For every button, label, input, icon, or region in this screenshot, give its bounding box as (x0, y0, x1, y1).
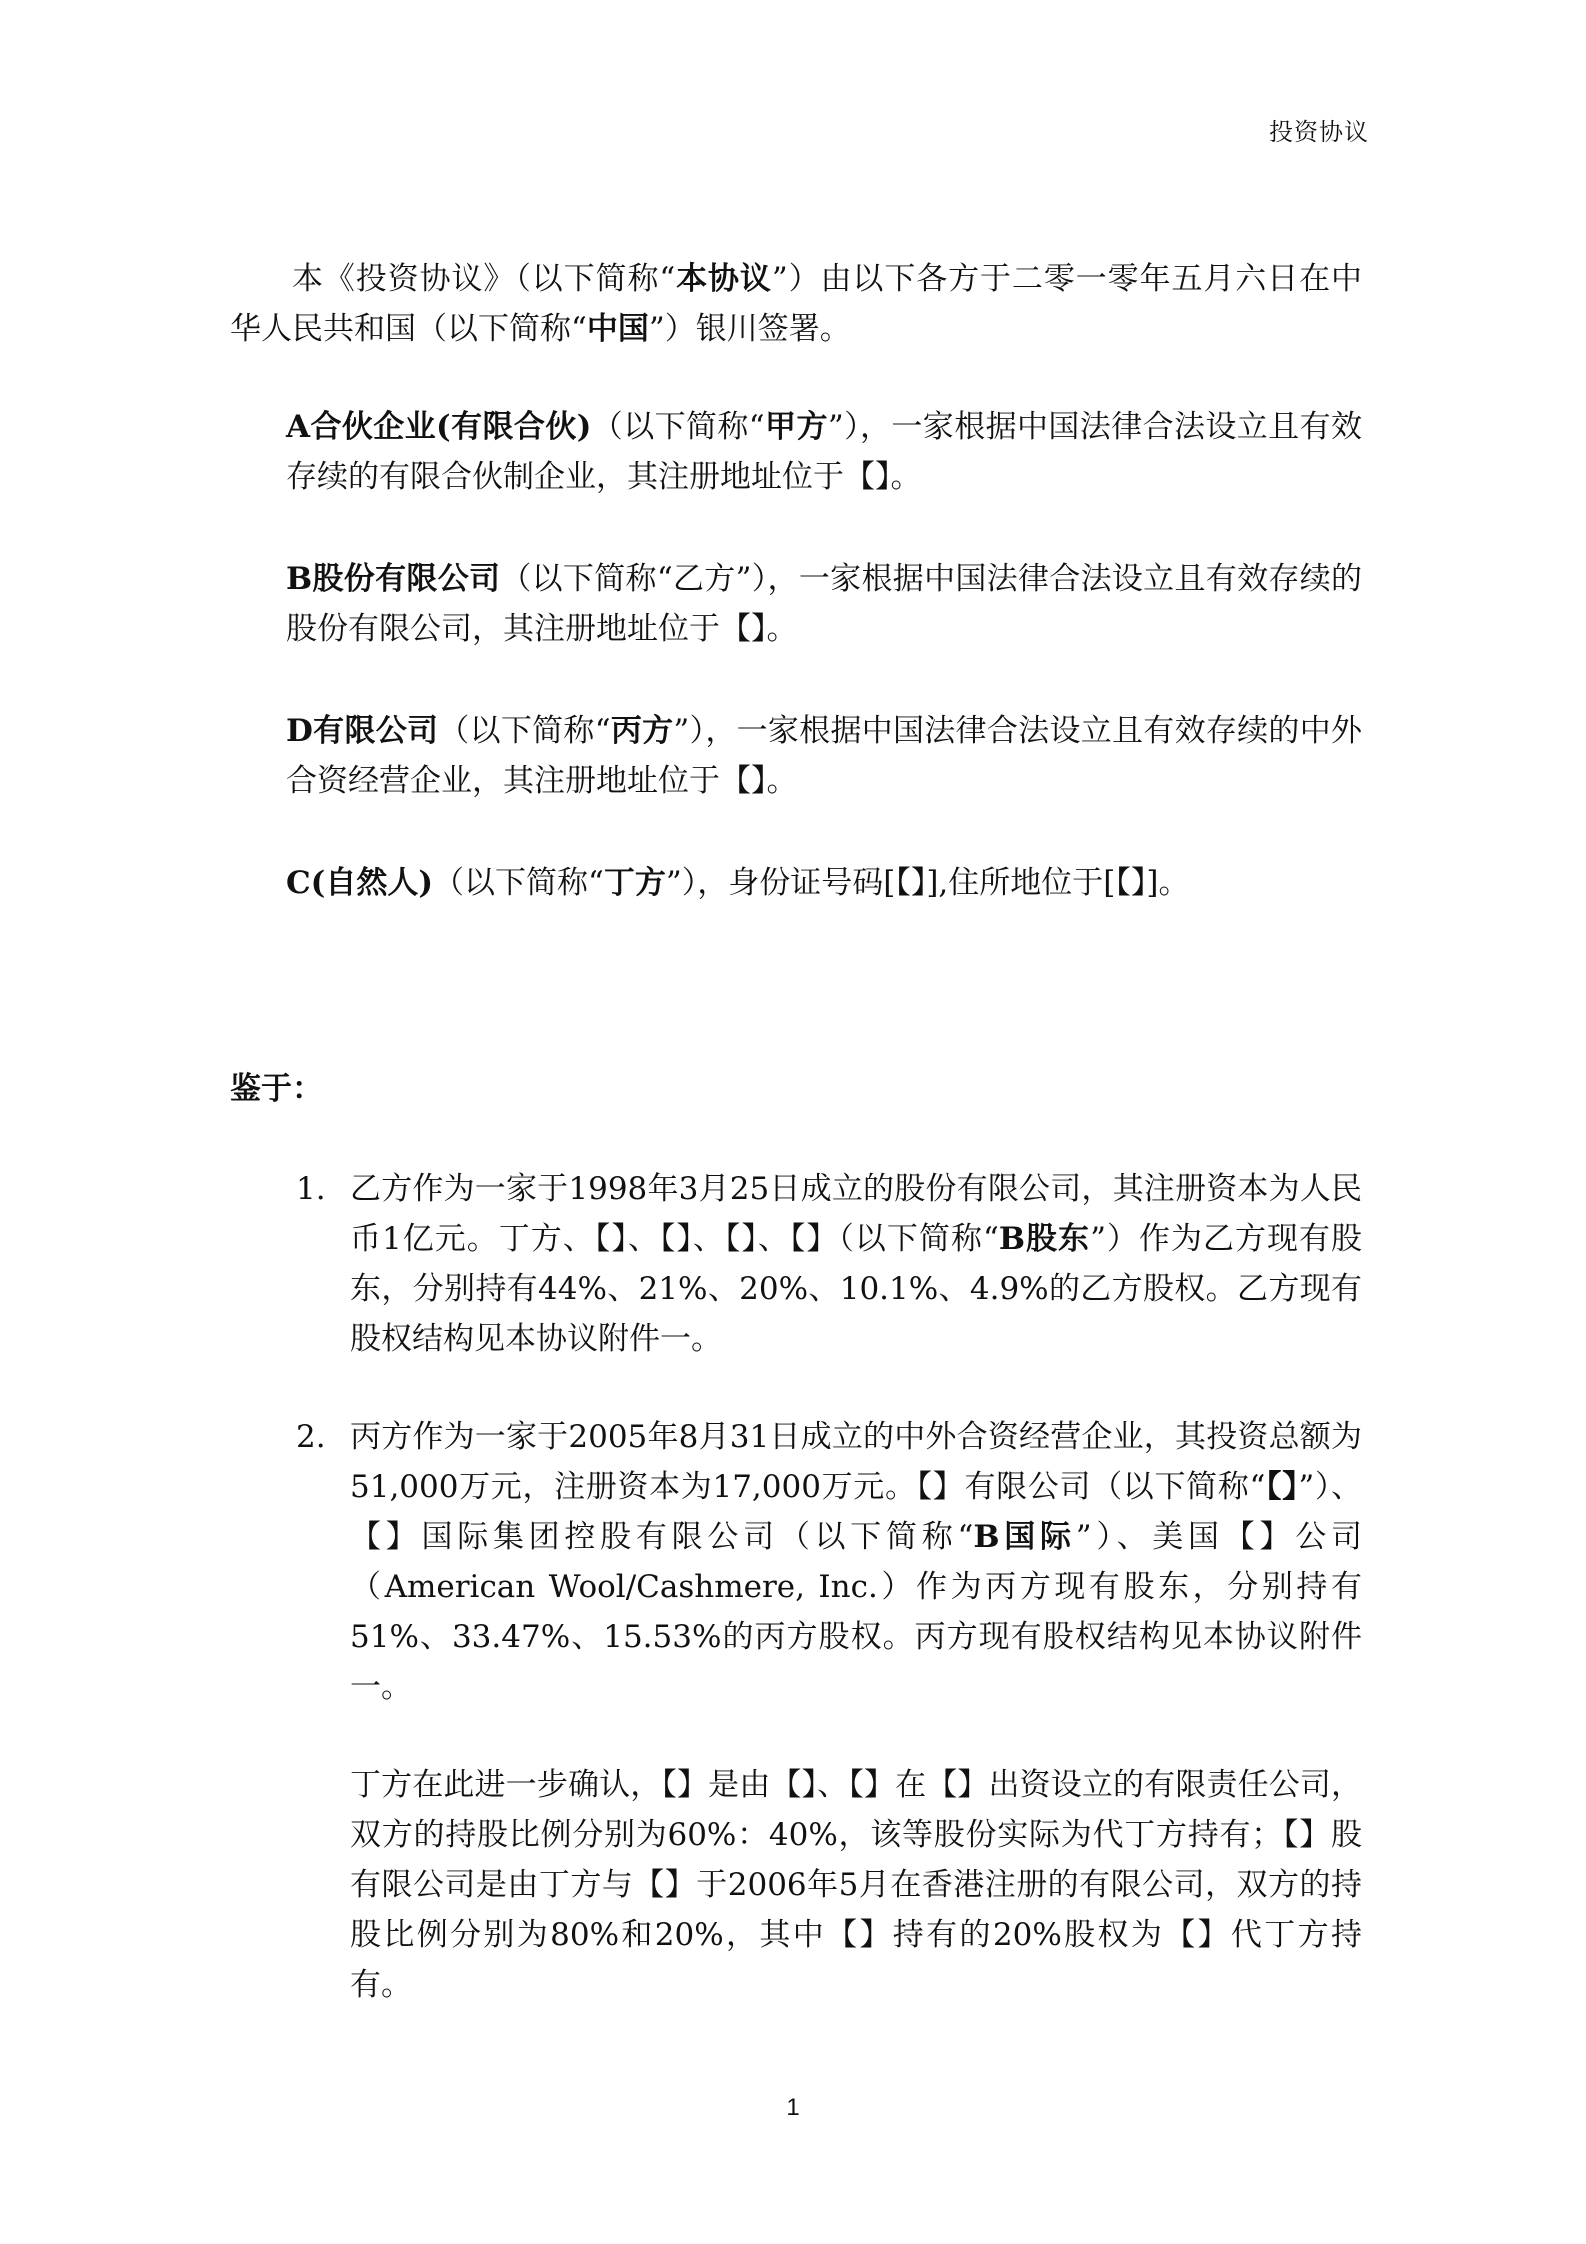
recital-number: 1. (296, 1171, 326, 1207)
party-b (286, 554, 1362, 654)
party-name: D有限公司 (286, 713, 439, 749)
recital-text: ”）作为乙方现有股东，分别持有44%、21%、20%、10.1%、4.9%的乙方股权。乙方现有股权结构见本协议附件一。 (350, 1221, 1362, 1357)
document-body (230, 254, 1362, 2058)
party-text: （以下简称“ (433, 865, 604, 901)
header-title: 投资协议 (1269, 118, 1369, 146)
recital-term: B股东 (998, 1221, 1091, 1257)
page-number: 1 (786, 2094, 800, 2121)
intro-text-1: 本《投资协议》（以下简称“ (292, 261, 676, 297)
recital-paragraph (350, 1412, 1362, 1712)
party-name: A合伙企业(有限合伙) (286, 409, 592, 445)
party-c (286, 706, 1362, 806)
party-text: ”），身份证号码[【】],住所地位于[【】]。 (665, 865, 1190, 901)
recital-paragraph (350, 1164, 1362, 1364)
party-name: C(自然人) (286, 865, 434, 901)
recital-item-1 (296, 1164, 1362, 1364)
recital-term: B国际 (973, 1519, 1076, 1555)
recitals-list (296, 1164, 1362, 2010)
recital-text: ”）、美国【】公司（American Wool/Cashmere, Inc.）作为丙方现有股东，分别持有51%、33.47%、15.53%的丙方股权。丙方现有股权结构见本协议附件一。 (350, 1519, 1362, 1705)
recital-number: 2. (296, 1419, 326, 1455)
whereas-heading: 鉴于： (230, 1071, 323, 1107)
recital-text: 丙方作为一家于2005年8月31日成立的中外合资经营企业，其投资总额为51,000万元，注册资本为17,000万元。【】有限公司（以下简称“ (350, 1419, 1362, 1505)
recital-term: 【】 (1265, 1469, 1299, 1505)
party-text: ”），一家根据中国法律合法设立且有效存续的中外合资经营企业，其注册地址位于【】。 (286, 713, 1362, 799)
parties-list (286, 402, 1362, 908)
party-text: （以下简称“ (591, 409, 765, 445)
party-a (286, 402, 1362, 502)
party-text: （以下简称“ (438, 713, 611, 749)
intro-paragraph (230, 254, 1362, 354)
recital-item-2 (296, 1412, 1362, 2010)
recital-text: ”）、【】国际集团控股有限公司（以下简称“ (350, 1469, 1362, 1555)
recital-paragraph-confirmation: 丁方在此进一步确认，【】是由【】、【】在【】出资设立的有限责任公司，双方的持股比例分别为60%：40%，该等股份实际为代丁方持有；【】股有限公司是由丁方与【】于2006年5月在香港注册的有限公司，双方的持股比例分别为80%和20%，其中【】持有的20%股权为【】代丁方持有。 (350, 1767, 1362, 2003)
intro-term-china: 中国 (586, 311, 649, 347)
party-d (286, 858, 1362, 908)
intro-text-3: ”）银川签署。 (648, 311, 851, 347)
intro-term-agreement: 本协议 (675, 261, 772, 297)
intro-text-2: ”）由以下各方于二零一零年五月六日在中华人民共和国（以下简称“ (230, 261, 1362, 347)
party-text: ”），一家根据中国法律合法设立且有效存续的有限合伙制企业，其注册地址位于【】。 (286, 409, 1362, 495)
party-short-name: 乙方 (672, 561, 736, 597)
party-short-name: 丙方 (610, 713, 674, 749)
recital-text: 乙方作为一家于1998年3月25日成立的股份有限公司，其注册资本为人民币1亿元。丁方、【】、【】、【】、【】（以下简称“ (350, 1171, 1362, 1257)
party-short-name: 丁方 (603, 865, 666, 901)
party-text: ”），一家根据中国法律合法设立且有效存续的股份有限公司，其注册地址位于【】。 (286, 561, 1363, 647)
party-name: B股份有限公司 (286, 561, 501, 597)
recital-body (350, 1164, 1362, 1364)
party-short-name: 甲方 (764, 409, 828, 445)
recital-body (350, 1412, 1362, 2010)
party-text: （以下简称“ (500, 561, 673, 597)
